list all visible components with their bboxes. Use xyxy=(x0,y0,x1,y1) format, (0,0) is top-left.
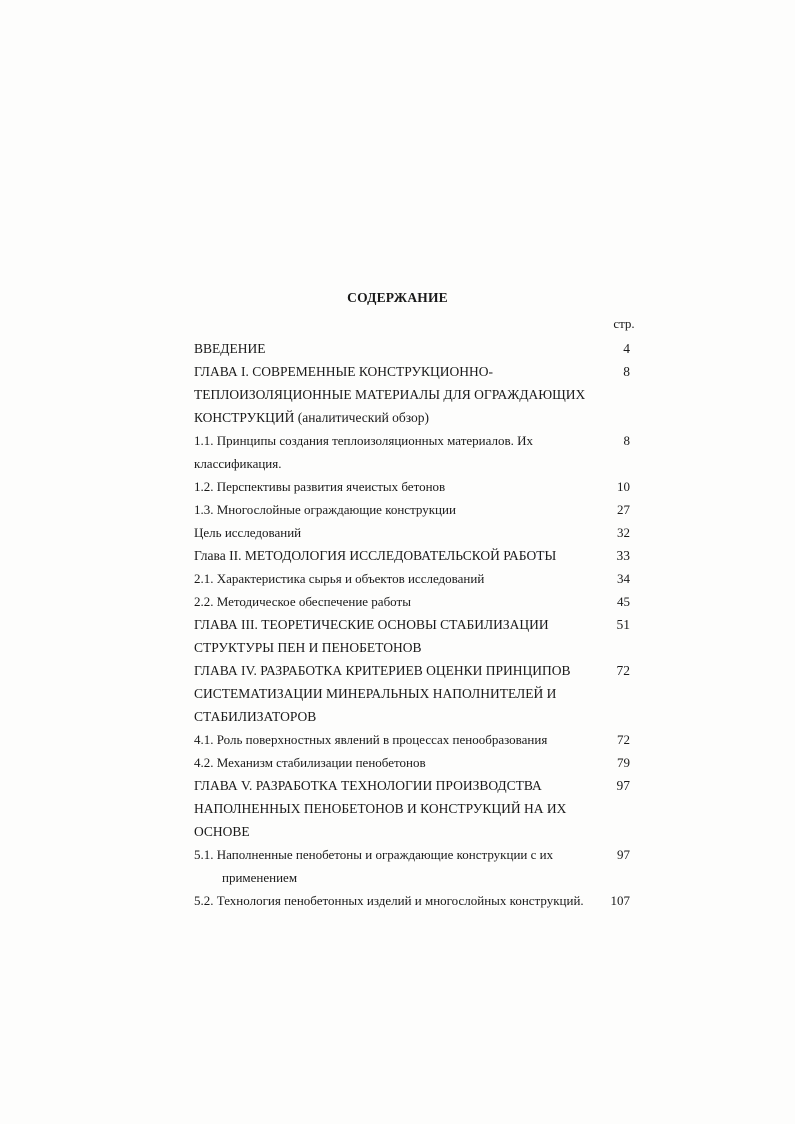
toc-entry xyxy=(194,475,636,498)
toc-entry xyxy=(194,337,636,360)
toc-entry-text: Глава II. МЕТОДОЛОГИЯ ИССЛЕДОВАТЕЛЬСКОЙ РАБОТЫ xyxy=(194,548,557,563)
toc-entry-text-block xyxy=(194,843,598,889)
toc-entry-text-continuation: применением xyxy=(222,870,298,885)
toc-entry-page: 8 xyxy=(623,433,630,448)
toc-entry-page: 45 xyxy=(617,594,630,609)
toc-entry xyxy=(194,590,636,613)
toc-entry-page: 27 xyxy=(617,502,630,517)
toc-entry xyxy=(194,774,636,843)
toc-entry xyxy=(194,889,636,912)
toc-entry-page: 51 xyxy=(616,617,630,632)
toc-entry-page: 107 xyxy=(610,893,630,908)
toc-entry-page: 34 xyxy=(617,571,630,586)
toc-entry-page: 32 xyxy=(617,525,630,540)
toc-entry xyxy=(194,544,636,567)
toc-entry xyxy=(194,498,636,521)
toc-entry-text: 4.2. Механизм стабилизации пенобетонов xyxy=(194,755,426,770)
toc-entry-page: 8 xyxy=(623,364,630,379)
toc-entry-text: 1.3. Многослойные ограждающие конструкции xyxy=(194,502,456,517)
toc-entry-text: Цель исследований xyxy=(194,525,302,540)
table-of-contents xyxy=(194,337,636,912)
toc-entry-page: 72 xyxy=(616,663,630,678)
toc-entry xyxy=(194,360,636,429)
toc-entry-text: 2.1. Характеристика сырья и объектов исследований xyxy=(194,571,485,586)
toc-entry xyxy=(194,521,636,544)
toc-entry-text: 2.2. Методическое обеспечение работы xyxy=(194,594,411,609)
toc-entry-page: 97 xyxy=(616,778,630,793)
toc-entry-text: 5.1. Наполненные пенобетоны и ограждающие конструкции с их xyxy=(194,847,554,862)
toc-entry-text: ГЛАВА V. РАЗРАБОТКА ТЕХНОЛОГИИ ПРОИЗВОДСТВА НАПОЛНЕННЫХ ПЕНОБЕТОНОВ И КОНСТРУКЦИЙ НА ИХ ОСНОВЕ xyxy=(194,778,567,839)
toc-entry xyxy=(194,728,636,751)
toc-entry-page: 79 xyxy=(617,755,630,770)
toc-entry xyxy=(194,613,636,659)
toc-entry-text: ГЛАВА III. ТЕОРЕТИЧЕСКИЕ ОСНОВЫ СТАБИЛИЗАЦИИ СТРУКТУРЫ ПЕН И ПЕНОБЕТОНОВ xyxy=(194,617,549,655)
toc-entry xyxy=(194,843,636,889)
toc-entry-page: 4 xyxy=(623,341,630,356)
toc-entry xyxy=(194,659,636,728)
toc-entry-page: 33 xyxy=(616,548,630,563)
toc-entry-text: 5.2. Технология пенобетонных изделий и многослойных конструкций. xyxy=(194,893,584,908)
page-column-label: стр. xyxy=(613,316,635,331)
toc-entry-text: 1.2. Перспективы развития ячеистых бетонов xyxy=(194,479,446,494)
toc-entry-text: ВВЕДЕНИЕ xyxy=(194,341,266,356)
toc-entry-text: 4.1. Роль поверхностных явлений в процессах пенообразования xyxy=(194,732,548,747)
toc-entry-page: 10 xyxy=(617,479,630,494)
toc-entry-page: 97 xyxy=(617,847,630,862)
toc-entry xyxy=(194,567,636,590)
toc-entry-text: ГЛАВА IV. РАЗРАБОТКА КРИТЕРИЕВ ОЦЕНКИ ПРИНЦИПОВ СИСТЕМАТИЗАЦИИ МИНЕРАЛЬНЫХ НАПОЛНИТЕЛЕЙ И СТАБИЛИЗАТОРОВ xyxy=(194,663,571,724)
toc-entry-page: 72 xyxy=(617,732,630,747)
toc-entry-text: ГЛАВА I. СОВРЕМЕННЫЕ КОНСТРУКЦИОННО-ТЕПЛОИЗОЛЯЦИОННЫЕ МАТЕРИАЛЫ ДЛЯ ОГРАЖДАЮЩИХ КОНСТРУКЦИЙ (аналитический обзор) xyxy=(194,364,586,425)
toc-entry xyxy=(194,751,636,774)
toc-entry-text: 1.1. Принципы создания теплоизоляционных материалов. Их классификация. xyxy=(194,433,534,471)
page-title: СОДЕРЖАНИЕ xyxy=(347,290,448,305)
toc-entry xyxy=(194,429,636,475)
